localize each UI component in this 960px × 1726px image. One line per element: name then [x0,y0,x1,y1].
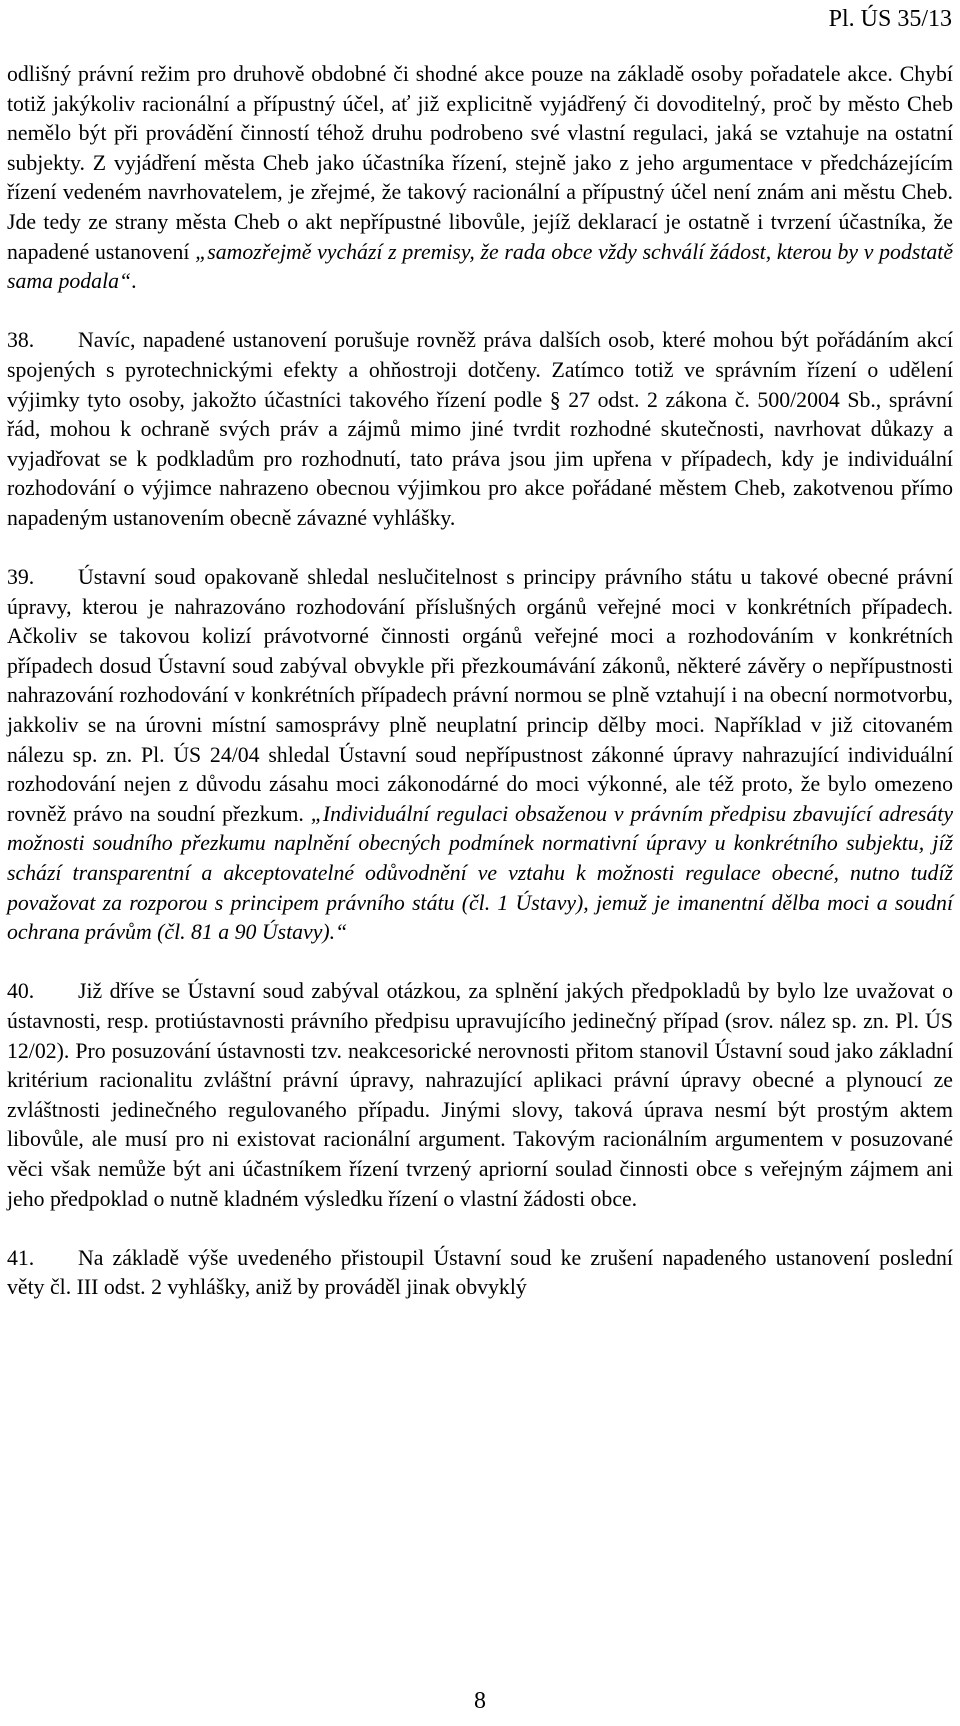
case-reference-header: Pl. ÚS 35/13 [828,6,952,32]
paragraph-text: Na základě výše uvedeného přistoupil Ústavní soud ke zrušení napadeného ustanovení poslední věty čl. III odst. 2 vyhlášky, aniž by prováděl jinak obvyklý [7,1245,953,1300]
paragraph-number: 41. [7,1245,35,1270]
paragraph [7,1244,953,1303]
paragraph [7,563,953,948]
paragraph-text: odlišný právní režim pro druhově obdobné či shodné akce pouze na základě osoby pořadatele akce. Chybí totiž jakýkoliv racionální a přípustný účel, ať již explicitně vyjádřený či dovoditelný, proč by město Cheb nemělo být při provádění činností téhož druhu podrobeno své vlastní regulaci, jaká se vztahuje na ostatní subjekty. Z vyjádření města Cheb jako účastníka řízení, stejně jako z jeho argumentace v předcházejícím řízení vedeném navrhovatelem, je zřejmé, že takový racionální a přípustný účel není znám ani městu Cheb. Jde tedy ze strany města Cheb o akt nepřípustné libovůle, jejíž deklarací je ostatně i tvrzení účastníka, že napadené ustanovení [7,62,953,264]
paragraph [7,60,953,297]
paragraph-number: 40. [7,979,35,1004]
quoted-text: „Individuální regulaci obsaženou v právním předpisu zbavující adresáty možnosti soudního přezkumu naplnění obecných podmínek normativní úpravy u konkrétního subjektu, jíž schází transparentní a akceptovatelné odůvodnění ve vztahu k možnosti regulace obecné, nutno tudíž považovat za rozporou s principem právního státu (čl. 1 Ústavy), jemuž je imanentní dělba moci a soudní ochrana právům (čl. 81 a 90 Ústavy).“ [7,801,953,945]
page-number: 8 [474,1688,486,1714]
document-body [7,60,953,1333]
quoted-text: „samozřejmě vychází z premisy, že rada obce vždy schválí žádost, kterou by v podstatě sama podala“ [7,239,953,294]
paragraph-number: 38. [7,328,35,353]
paragraph [7,977,953,1214]
paragraph [7,326,953,533]
paragraph-text: Ústavní soud opakovaně shledal neslučitelnost s principy právního státu u takové obecné právní úpravy, kterou je nahrazováno rozhodování příslušných orgánů veřejné moci v konkrétních případech. Ačkoliv se takovou kolizí právotvorné činnosti orgánů veřejné moci a rozhodováním v konkrétních případech dosud Ústavní soud zabýval obvykle při přezkoumávání zákonů, některé závěry o nepřípustnosti nahrazování rozhodování v konkrétních případech právní normou se plně vztahují i na obecní normotvorbu, jakkoliv se na úrovni místní samosprávy plně neuplatní princip dělby moci. Například v již citovaném nálezu sp. zn. Pl. ÚS 24/04 shledal Ústavní soud nepřípustnost zákonné úpravy nahrazující individuální rozhodování nejen z důvodu zásahu moci zákonodárné do moci výkonné, ale též proto, že bylo omezeno rovněž právo na soudní přezkum. [7,565,953,826]
paragraph-text: . [131,269,137,294]
paragraph-number: 39. [7,565,35,590]
paragraph-text: Navíc, napadené ustanovení porušuje rovněž práva dalších osob, které mohou být pořádáním akcí spojených s pyrotechnickými efekty a ohňostroji dotčeny. Zatímco totiž ve správním řízení o udělení výjimky tyto osoby, jakožto účastníci takového řízení podle § 27 odst. 2 zákona č. 500/2004 Sb., správní řád, mohou k ochraně svých práv a zájmů mimo jiné tvrdit rozhodné skutečnosti, navrhovat důkazy a vyjadřovat se k podkladům pro rozhodnutí, tato práva jsou jim upřena v případech, kdy je individuální rozhodování o výjimce nahrazeno obecnou výjimkou pro akce pořádané městem Cheb, zakotvenou přímo napadeným ustanovením obecně závazné vyhlášky. [7,328,953,530]
paragraph-text: Již dříve se Ústavní soud zabýval otázkou, za splnění jakých předpokladů by bylo lze uvažovat o ústavnosti, resp. protiústavnosti právního předpisu upravujícího jedinečný případ (srov. nález sp. zn. Pl. ÚS 12/02). Pro posuzování ústavnosti tzv. neakcesorické nerovnosti přitom stanovil Ústavní soud jako základní kritérium racionalitu zvláštní právní úpravy, nahrazující aplikaci právní úpravy obecné a plynoucí ze zvláštnosti jedinečného regulovaného případu. Jinými slovy, taková úprava nesmí být prostým aktem libovůle, ale musí pro ni existovat racionální argument. Takovým racionálním argumentem v posuzované věci však nemůže být ani účastníkem řízení tvrzený apriorní soulad činnosti obce s veřejným zájmem ani jeho předpoklad o nutně kladném výsledku řízení o vlastní žádosti obce. [7,979,953,1211]
